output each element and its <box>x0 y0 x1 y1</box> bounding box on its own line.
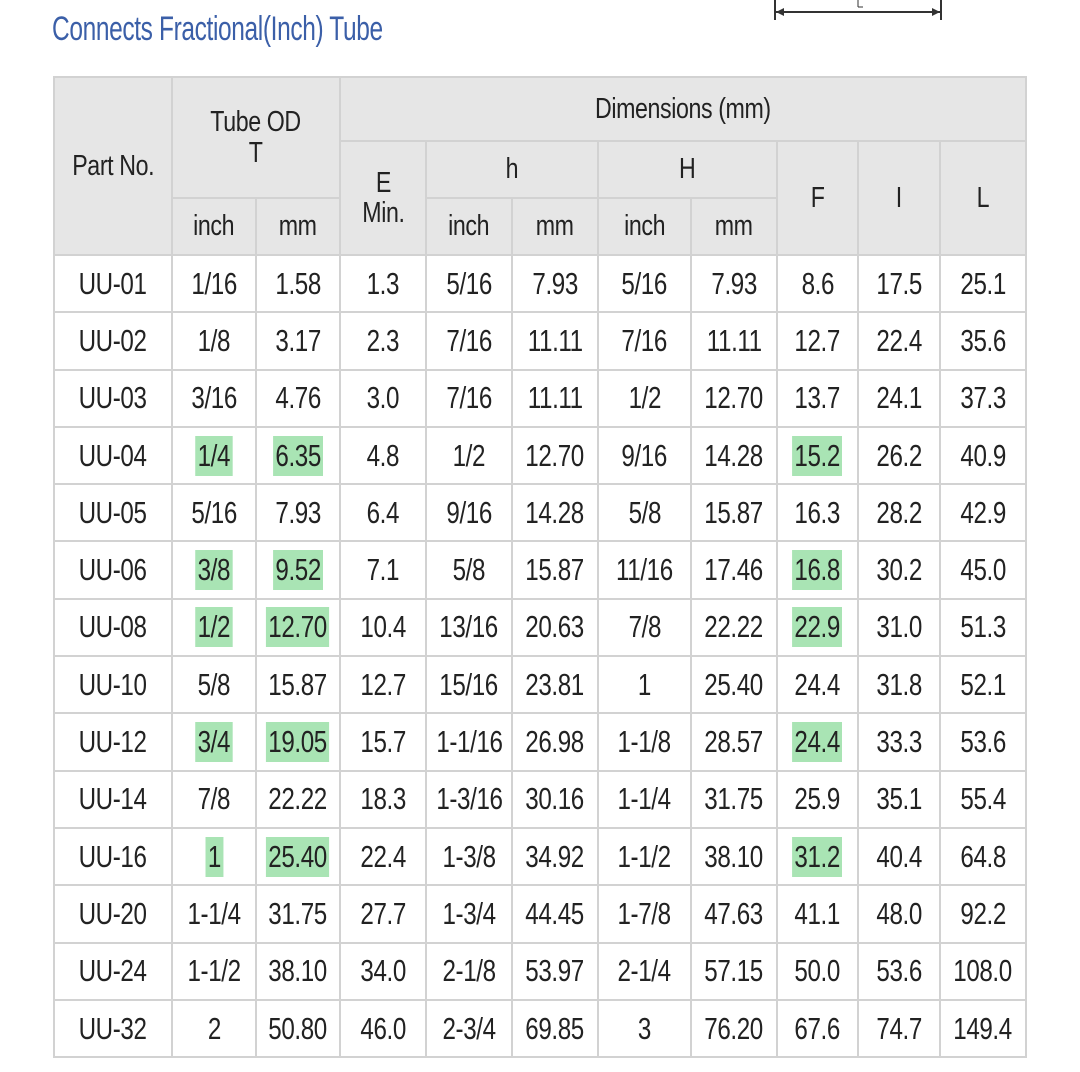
table-row <box>54 1000 1026 1057</box>
cell-e-min: 15.7 <box>340 713 426 770</box>
cell-i: 30.2 <box>858 541 940 598</box>
cell-H-mm: 11.11 <box>691 312 777 369</box>
cell-i: 17.5 <box>858 255 940 312</box>
cell-l: 52.1 <box>940 656 1026 713</box>
cell-l: 108.0 <box>940 943 1026 1000</box>
cell-i: 74.7 <box>858 1000 940 1057</box>
cell-e-min: 1.3 <box>340 255 426 312</box>
cell-h-inch: 1-3/4 <box>426 885 512 942</box>
cell-H-inch: 11/16 <box>598 541 691 598</box>
cell-i: 40.4 <box>858 828 940 885</box>
cell-l: 25.1 <box>940 255 1026 312</box>
cell-e-min: 46.0 <box>340 1000 426 1057</box>
i-header: I <box>858 141 940 255</box>
cell-h-mm: 11.11 <box>512 312 598 369</box>
cell-part: UU-06 <box>54 541 172 598</box>
cell-tube-inch: 1/8 <box>172 312 256 369</box>
cell-f: 31.2 <box>777 828 858 885</box>
cell-tube-mm: 1.58 <box>256 255 340 312</box>
table-row <box>54 427 1026 484</box>
cell-tube-mm: 4.76 <box>256 370 340 427</box>
cell-H-inch: 5/8 <box>598 484 691 541</box>
cell-l: 64.8 <box>940 828 1026 885</box>
cell-f: 25.9 <box>777 771 858 828</box>
cell-tube-inch: 1-1/2 <box>172 943 256 1000</box>
l-header: L <box>940 141 1026 255</box>
part-no-header: Part No. <box>54 77 172 255</box>
cell-part: UU-32 <box>54 1000 172 1057</box>
cell-h-inch: 5/8 <box>426 541 512 598</box>
table-row <box>54 312 1026 369</box>
table-row <box>54 484 1026 541</box>
cell-h-inch: 2-1/8 <box>426 943 512 1000</box>
cell-e-min: 7.1 <box>340 541 426 598</box>
cell-f: 15.2 <box>777 427 858 484</box>
cell-h-inch: 9/16 <box>426 484 512 541</box>
cell-H-inch: 1 <box>598 656 691 713</box>
cell-tube-mm: 19.05 <box>256 713 340 770</box>
cell-H-inch: 7/16 <box>598 312 691 369</box>
cell-f: 50.0 <box>777 943 858 1000</box>
f-header: F <box>777 141 858 255</box>
cell-tube-inch: 7/8 <box>172 771 256 828</box>
cell-tube-mm: 12.70 <box>256 599 340 656</box>
cell-part: UU-14 <box>54 771 172 828</box>
cell-h-mm: 7.93 <box>512 255 598 312</box>
cell-h-inch: 1-3/8 <box>426 828 512 885</box>
cell-tube-mm: 15.87 <box>256 656 340 713</box>
cell-H-inch: 7/8 <box>598 599 691 656</box>
cell-f: 16.3 <box>777 484 858 541</box>
cell-H-mm: 38.10 <box>691 828 777 885</box>
tube-inch-header: inch <box>172 198 256 255</box>
cell-i: 31.0 <box>858 599 940 656</box>
cell-part: UU-20 <box>54 885 172 942</box>
cell-f: 12.7 <box>777 312 858 369</box>
cell-l: 35.6 <box>940 312 1026 369</box>
cell-part: UU-03 <box>54 370 172 427</box>
cell-tube-mm: 31.75 <box>256 885 340 942</box>
cell-h-inch: 1/2 <box>426 427 512 484</box>
cell-h-mm: 14.28 <box>512 484 598 541</box>
cell-tube-mm: 9.52 <box>256 541 340 598</box>
cell-tube-mm: 38.10 <box>256 943 340 1000</box>
cell-H-inch: 3 <box>598 1000 691 1057</box>
cell-h-inch: 7/16 <box>426 312 512 369</box>
cell-e-min: 4.8 <box>340 427 426 484</box>
cell-H-mm: 14.28 <box>691 427 777 484</box>
cell-h-inch: 1-1/16 <box>426 713 512 770</box>
cell-h-mm: 11.11 <box>512 370 598 427</box>
table-row <box>54 370 1026 427</box>
cell-part: UU-12 <box>54 713 172 770</box>
cell-h-inch: 5/16 <box>426 255 512 312</box>
cell-f: 24.4 <box>777 713 858 770</box>
cell-h-mm: 69.85 <box>512 1000 598 1057</box>
cell-H-inch: 1-1/2 <box>598 828 691 885</box>
cell-h-inch: 13/16 <box>426 599 512 656</box>
cell-l: 53.6 <box>940 713 1026 770</box>
cell-H-mm: 25.40 <box>691 656 777 713</box>
cell-l: 149.4 <box>940 1000 1026 1057</box>
cell-h-inch: 1-3/16 <box>426 771 512 828</box>
cell-e-min: 27.7 <box>340 885 426 942</box>
cell-l: 92.2 <box>940 885 1026 942</box>
cell-i: 28.2 <box>858 484 940 541</box>
table-row <box>54 943 1026 1000</box>
table-row <box>54 599 1026 656</box>
table-body <box>54 255 1026 1057</box>
cell-tube-mm: 22.22 <box>256 771 340 828</box>
cell-h-mm: 15.87 <box>512 541 598 598</box>
cell-i: 48.0 <box>858 885 940 942</box>
h-upper-mm-header: mm <box>691 198 777 255</box>
e-min-header: E Min. <box>340 141 426 255</box>
cell-tube-inch: 1/4 <box>172 427 256 484</box>
cell-H-inch: 1-1/4 <box>598 771 691 828</box>
cell-e-min: 10.4 <box>340 599 426 656</box>
cell-e-min: 34.0 <box>340 943 426 1000</box>
table-header <box>54 77 1026 255</box>
cell-e-min: 22.4 <box>340 828 426 885</box>
cell-e-min: 2.3 <box>340 312 426 369</box>
cell-f: 41.1 <box>777 885 858 942</box>
cell-l: 42.9 <box>940 484 1026 541</box>
cell-i: 31.8 <box>858 656 940 713</box>
cell-e-min: 18.3 <box>340 771 426 828</box>
cell-i: 35.1 <box>858 771 940 828</box>
table-row <box>54 828 1026 885</box>
cell-tube-mm: 50.80 <box>256 1000 340 1057</box>
cell-tube-inch: 1-1/4 <box>172 885 256 942</box>
cell-f: 16.8 <box>777 541 858 598</box>
cell-H-mm: 31.75 <box>691 771 777 828</box>
cell-part: UU-24 <box>54 943 172 1000</box>
cell-H-inch: 5/16 <box>598 255 691 312</box>
dimensions-header: Dimensions (mm) <box>340 77 1026 141</box>
cell-h-mm: 20.63 <box>512 599 598 656</box>
h-upper-header: H <box>598 141 777 198</box>
cell-f: 67.6 <box>777 1000 858 1057</box>
page-title: Connects Fractional(Inch) Tube <box>52 10 383 48</box>
cell-tube-inch: 5/16 <box>172 484 256 541</box>
cell-h-mm: 30.16 <box>512 771 598 828</box>
cell-part: UU-16 <box>54 828 172 885</box>
cell-f: 8.6 <box>777 255 858 312</box>
tube-od-header: Tube OD T <box>172 77 340 198</box>
cell-h-inch: 7/16 <box>426 370 512 427</box>
cell-H-mm: 57.15 <box>691 943 777 1000</box>
cell-H-mm: 22.22 <box>691 599 777 656</box>
h-lower-header: h <box>426 141 598 198</box>
cell-H-mm: 28.57 <box>691 713 777 770</box>
cell-tube-inch: 5/8 <box>172 656 256 713</box>
cell-l: 37.3 <box>940 370 1026 427</box>
h-upper-inch-header: inch <box>598 198 691 255</box>
cell-part: UU-02 <box>54 312 172 369</box>
cell-H-mm: 76.20 <box>691 1000 777 1057</box>
dimensions-table <box>53 76 1027 1058</box>
cell-H-mm: 7.93 <box>691 255 777 312</box>
cell-f: 22.9 <box>777 599 858 656</box>
cell-e-min: 12.7 <box>340 656 426 713</box>
cell-f: 13.7 <box>777 370 858 427</box>
cell-H-mm: 15.87 <box>691 484 777 541</box>
table-row <box>54 885 1026 942</box>
cell-h-mm: 23.81 <box>512 656 598 713</box>
cell-l: 40.9 <box>940 427 1026 484</box>
cell-i: 22.4 <box>858 312 940 369</box>
table-row <box>54 771 1026 828</box>
cell-tube-inch: 2 <box>172 1000 256 1057</box>
cell-e-min: 6.4 <box>340 484 426 541</box>
cell-tube-mm: 7.93 <box>256 484 340 541</box>
cell-h-mm: 44.45 <box>512 885 598 942</box>
cell-tube-inch: 1/16 <box>172 255 256 312</box>
h-lower-mm-header: mm <box>512 198 598 255</box>
table-row <box>54 541 1026 598</box>
cell-i: 33.3 <box>858 713 940 770</box>
cell-part: UU-08 <box>54 599 172 656</box>
cell-h-mm: 26.98 <box>512 713 598 770</box>
cell-part: UU-10 <box>54 656 172 713</box>
cell-H-inch: 1-1/8 <box>598 713 691 770</box>
cell-f: 24.4 <box>777 656 858 713</box>
h-lower-inch-header: inch <box>426 198 512 255</box>
cell-tube-inch: 1/2 <box>172 599 256 656</box>
cell-h-inch: 2-3/4 <box>426 1000 512 1057</box>
cell-H-mm: 12.70 <box>691 370 777 427</box>
table-row <box>54 656 1026 713</box>
cell-H-inch: 9/16 <box>598 427 691 484</box>
cell-tube-inch: 3/8 <box>172 541 256 598</box>
cell-i: 26.2 <box>858 427 940 484</box>
cell-e-min: 3.0 <box>340 370 426 427</box>
cell-H-mm: 17.46 <box>691 541 777 598</box>
cell-i: 53.6 <box>858 943 940 1000</box>
cell-h-mm: 12.70 <box>512 427 598 484</box>
cell-tube-inch: 3/4 <box>172 713 256 770</box>
cell-H-inch: 1/2 <box>598 370 691 427</box>
cell-H-mm: 47.63 <box>691 885 777 942</box>
cell-l: 55.4 <box>940 771 1026 828</box>
cell-H-inch: 1-7/8 <box>598 885 691 942</box>
cell-h-inch: 15/16 <box>426 656 512 713</box>
cell-tube-mm: 25.40 <box>256 828 340 885</box>
cell-l: 45.0 <box>940 541 1026 598</box>
tube-mm-header: mm <box>256 198 340 255</box>
cell-tube-inch: 3/16 <box>172 370 256 427</box>
cell-h-mm: 34.92 <box>512 828 598 885</box>
cell-tube-mm: 3.17 <box>256 312 340 369</box>
cell-i: 24.1 <box>858 370 940 427</box>
cell-part: UU-04 <box>54 427 172 484</box>
cell-l: 51.3 <box>940 599 1026 656</box>
table-row <box>54 255 1026 312</box>
cell-H-inch: 2-1/4 <box>598 943 691 1000</box>
cell-part: UU-05 <box>54 484 172 541</box>
cell-h-mm: 53.97 <box>512 943 598 1000</box>
cell-part: UU-01 <box>54 255 172 312</box>
dimension-arrow-icon <box>773 0 943 22</box>
cell-tube-inch: 1 <box>172 828 256 885</box>
table-row <box>54 713 1026 770</box>
cell-tube-mm: 6.35 <box>256 427 340 484</box>
